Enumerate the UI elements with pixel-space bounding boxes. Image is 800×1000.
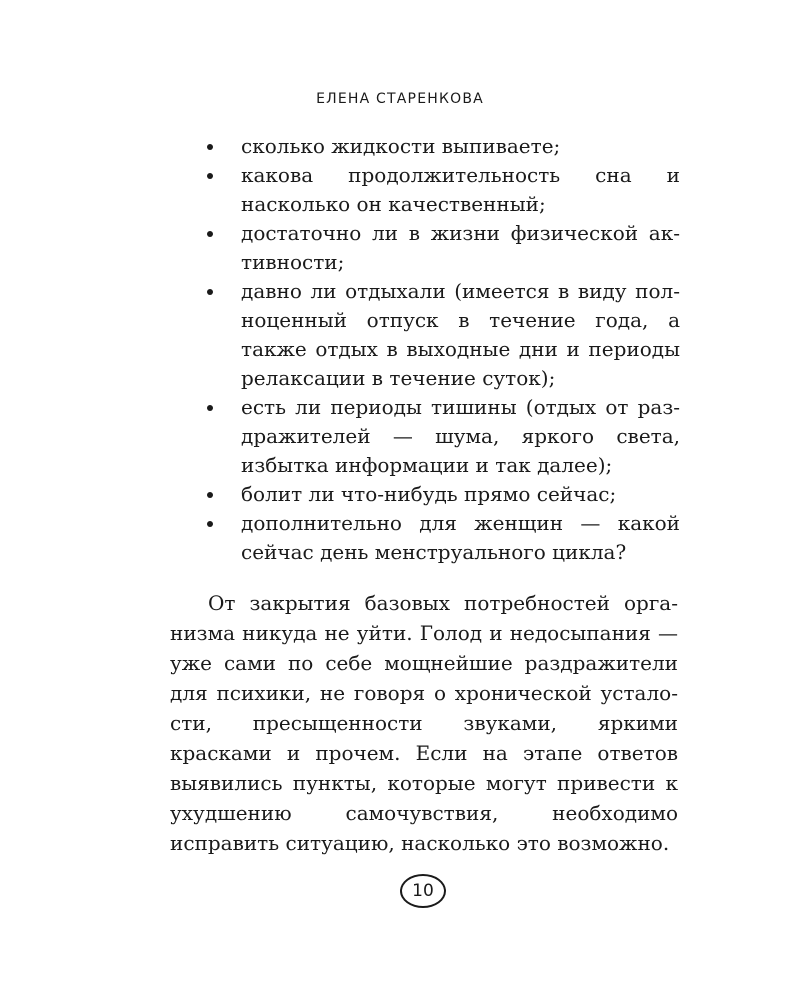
bullet-text: достаточно ли в жизни физической активности; (241, 221, 680, 274)
bullet-item (205, 219, 680, 277)
bullet-item (205, 277, 680, 393)
bullet-text: есть ли периоды тишины (отдых от раздражителей — шума, яркого света, избытка информации и так далее); (241, 395, 680, 477)
running-head-author: ЕЛЕНА СТАРЕНКОВА (316, 91, 484, 107)
page-number: 10 (400, 874, 446, 908)
bullet-text: давно ли отдыхали (имеется в виду полноценный отпуск в течение года, а также отдых в выходные дни и периоды релаксации в течение суток); (241, 279, 680, 390)
bullet-dot-icon (207, 173, 213, 179)
bullet-dot-icon (207, 521, 213, 527)
body-paragraph: От закрытия базовых потребностей организма никуда не уйти. Голод и недосыпания — уже сами по себе мощнейшие раздражители для психики, не говоря о хронической усталости, пресыщенности звуками, яркими красками и прочем. Если на этапе ответов выявились пункты, которые могут привести к ухудшению самочувствия, необходимо исправить ситуацию, насколько это возможно. (170, 591, 678, 855)
bullet-item (205, 509, 680, 567)
bullet-item (205, 393, 680, 480)
bullet-item (205, 161, 680, 219)
bullet-dot-icon (207, 231, 213, 237)
bullet-text: сколько жидкости выпиваете; (241, 134, 561, 158)
bullet-text: какова продолжительность сна и насколько он качественный; (241, 163, 680, 216)
bullet-dot-icon (207, 492, 213, 498)
bullet-text: болит ли что-нибудь прямо сейчас; (241, 482, 617, 506)
bullet-item (205, 480, 680, 509)
bullet-text: дополнительно для женщин — какой сейчас день менструального цикла? (241, 511, 680, 564)
bullet-dot-icon (207, 405, 213, 411)
bullet-item (205, 132, 680, 161)
bullet-list (205, 132, 680, 567)
bullet-dot-icon (207, 144, 213, 150)
bullet-dot-icon (207, 289, 213, 295)
